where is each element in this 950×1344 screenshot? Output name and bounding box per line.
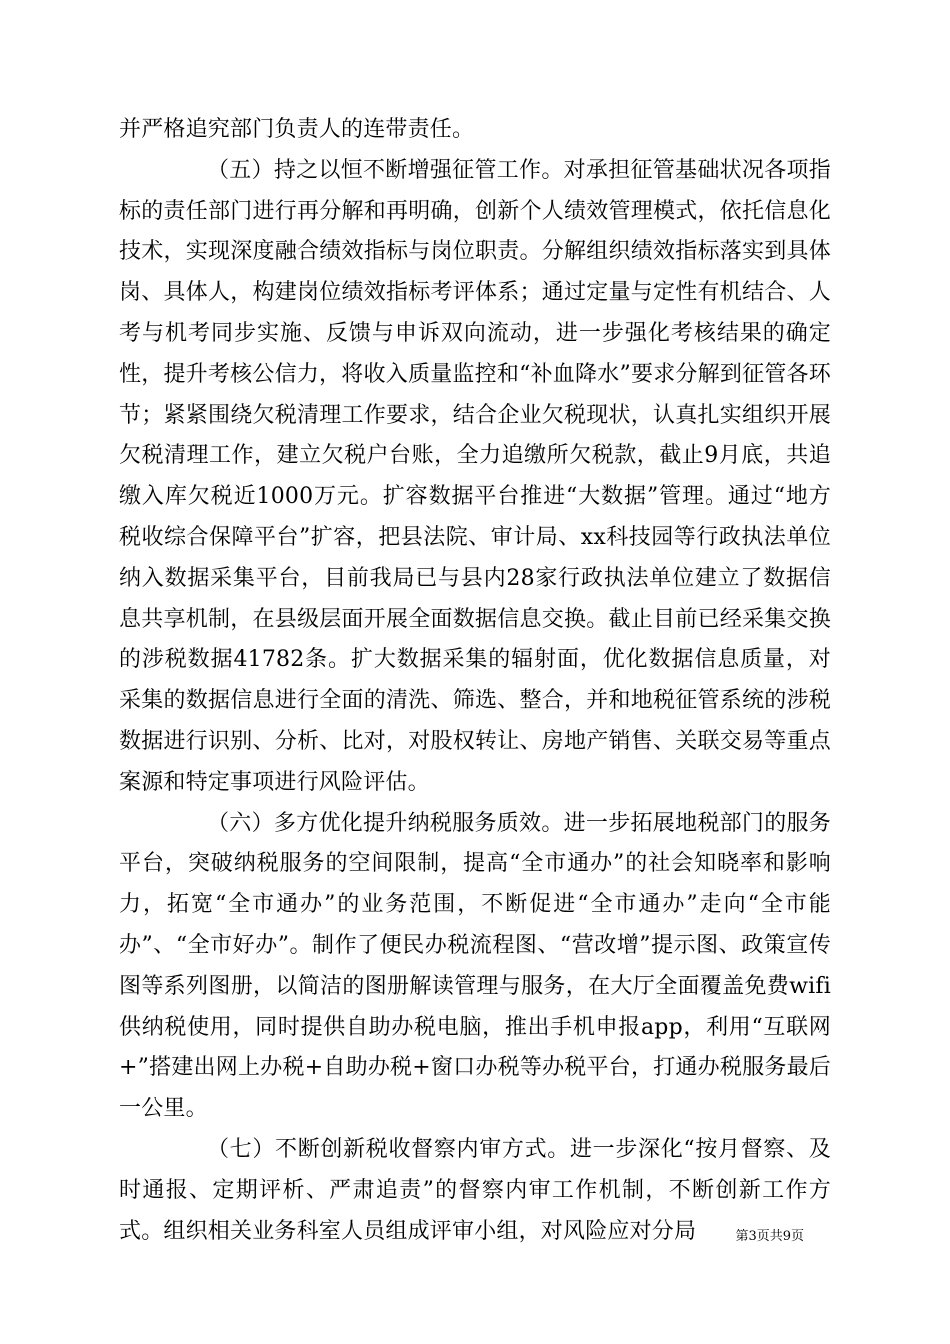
page-number-footer: 第3页共9页: [735, 1229, 804, 1244]
paragraph-section-7: （七）不断创新税收督察内审方式。进一步深化“按月督察、及时通报、定期评析、严肃追责”的督察内审工作机制，不断创新工作方式。组织相关业务科室人员组成评审小组，对风险应对分局: [119, 1136, 831, 1244]
paragraph-section-5: （五）持之以恒不断增强征管工作。对承担征管基础状况各项指标的责任部门进行再分解和再明确，创新个人绩效管理模式，依托信息化技术，实现深度融合绩效指标与岗位职责。分解组织绩效指标落实到具体岗、具体人，构建岗位绩效指标考评体系；通过定量与定性有机结合、人考与机考同步实施、反馈与申诉双向流动，进一步强化考核结果的确定性，提升考核公信力，将收入质量监控和“补血降水”要求分解到征管各环节；紧紧围绕欠税清理工作要求，结合企业欠税现状，认真扎实组织开展欠税清理工作，建立欠税户台账，全力追缴所欠税款，截止9月底，共追缴入库欠税近1000万元。扩容数据平台推进“大数据”管理。通过“地方税收综合保障平台”扩容，把县法院、审计局、xx科技园等行政执法单位纳入数据采集平台，目前我局已与县内28家行政执法单位建立了数据信息共享机制，在县级层面开展全面数据信息交换。截止目前已经采集交换的涉税数据41782条。扩大数据采集的辐射面，优化数据信息质量，对采集的数据信息进行全面的清洗、筛选、整合，并和地税征管系统的涉税数据进行识别、分析、比对，对股权转让、房地产销售、关联交易等重点案源和特定事项进行风险评估。: [119, 157, 831, 795]
paragraph-continuation: 并严格追究部门负责人的连带责任。: [119, 117, 475, 142]
document-body: [119, 110, 831, 1252]
paragraph-section-6: （六）多方优化提升纳税服务质效。进一步拓展地税部门的服务平台，突破纳税服务的空间限制，提高“全市通办”的社会知晓率和影响力，拓宽“全市通办”的业务范围，不断促进“全市通办”走向“全市能办”、“全市好办”。制作了便民办税流程图、“营改增”提示图、政策宣传图等系列图册，以简洁的图册解读管理与服务，在大厅全面覆盖免费wifi供纳税使用，同时提供自助办税电脑，推出手机申报app，利用“互联网+”搭建出网上办税+自助办税+窗口办税等办税平台，打通办税服务最后一公里。: [119, 810, 831, 1122]
